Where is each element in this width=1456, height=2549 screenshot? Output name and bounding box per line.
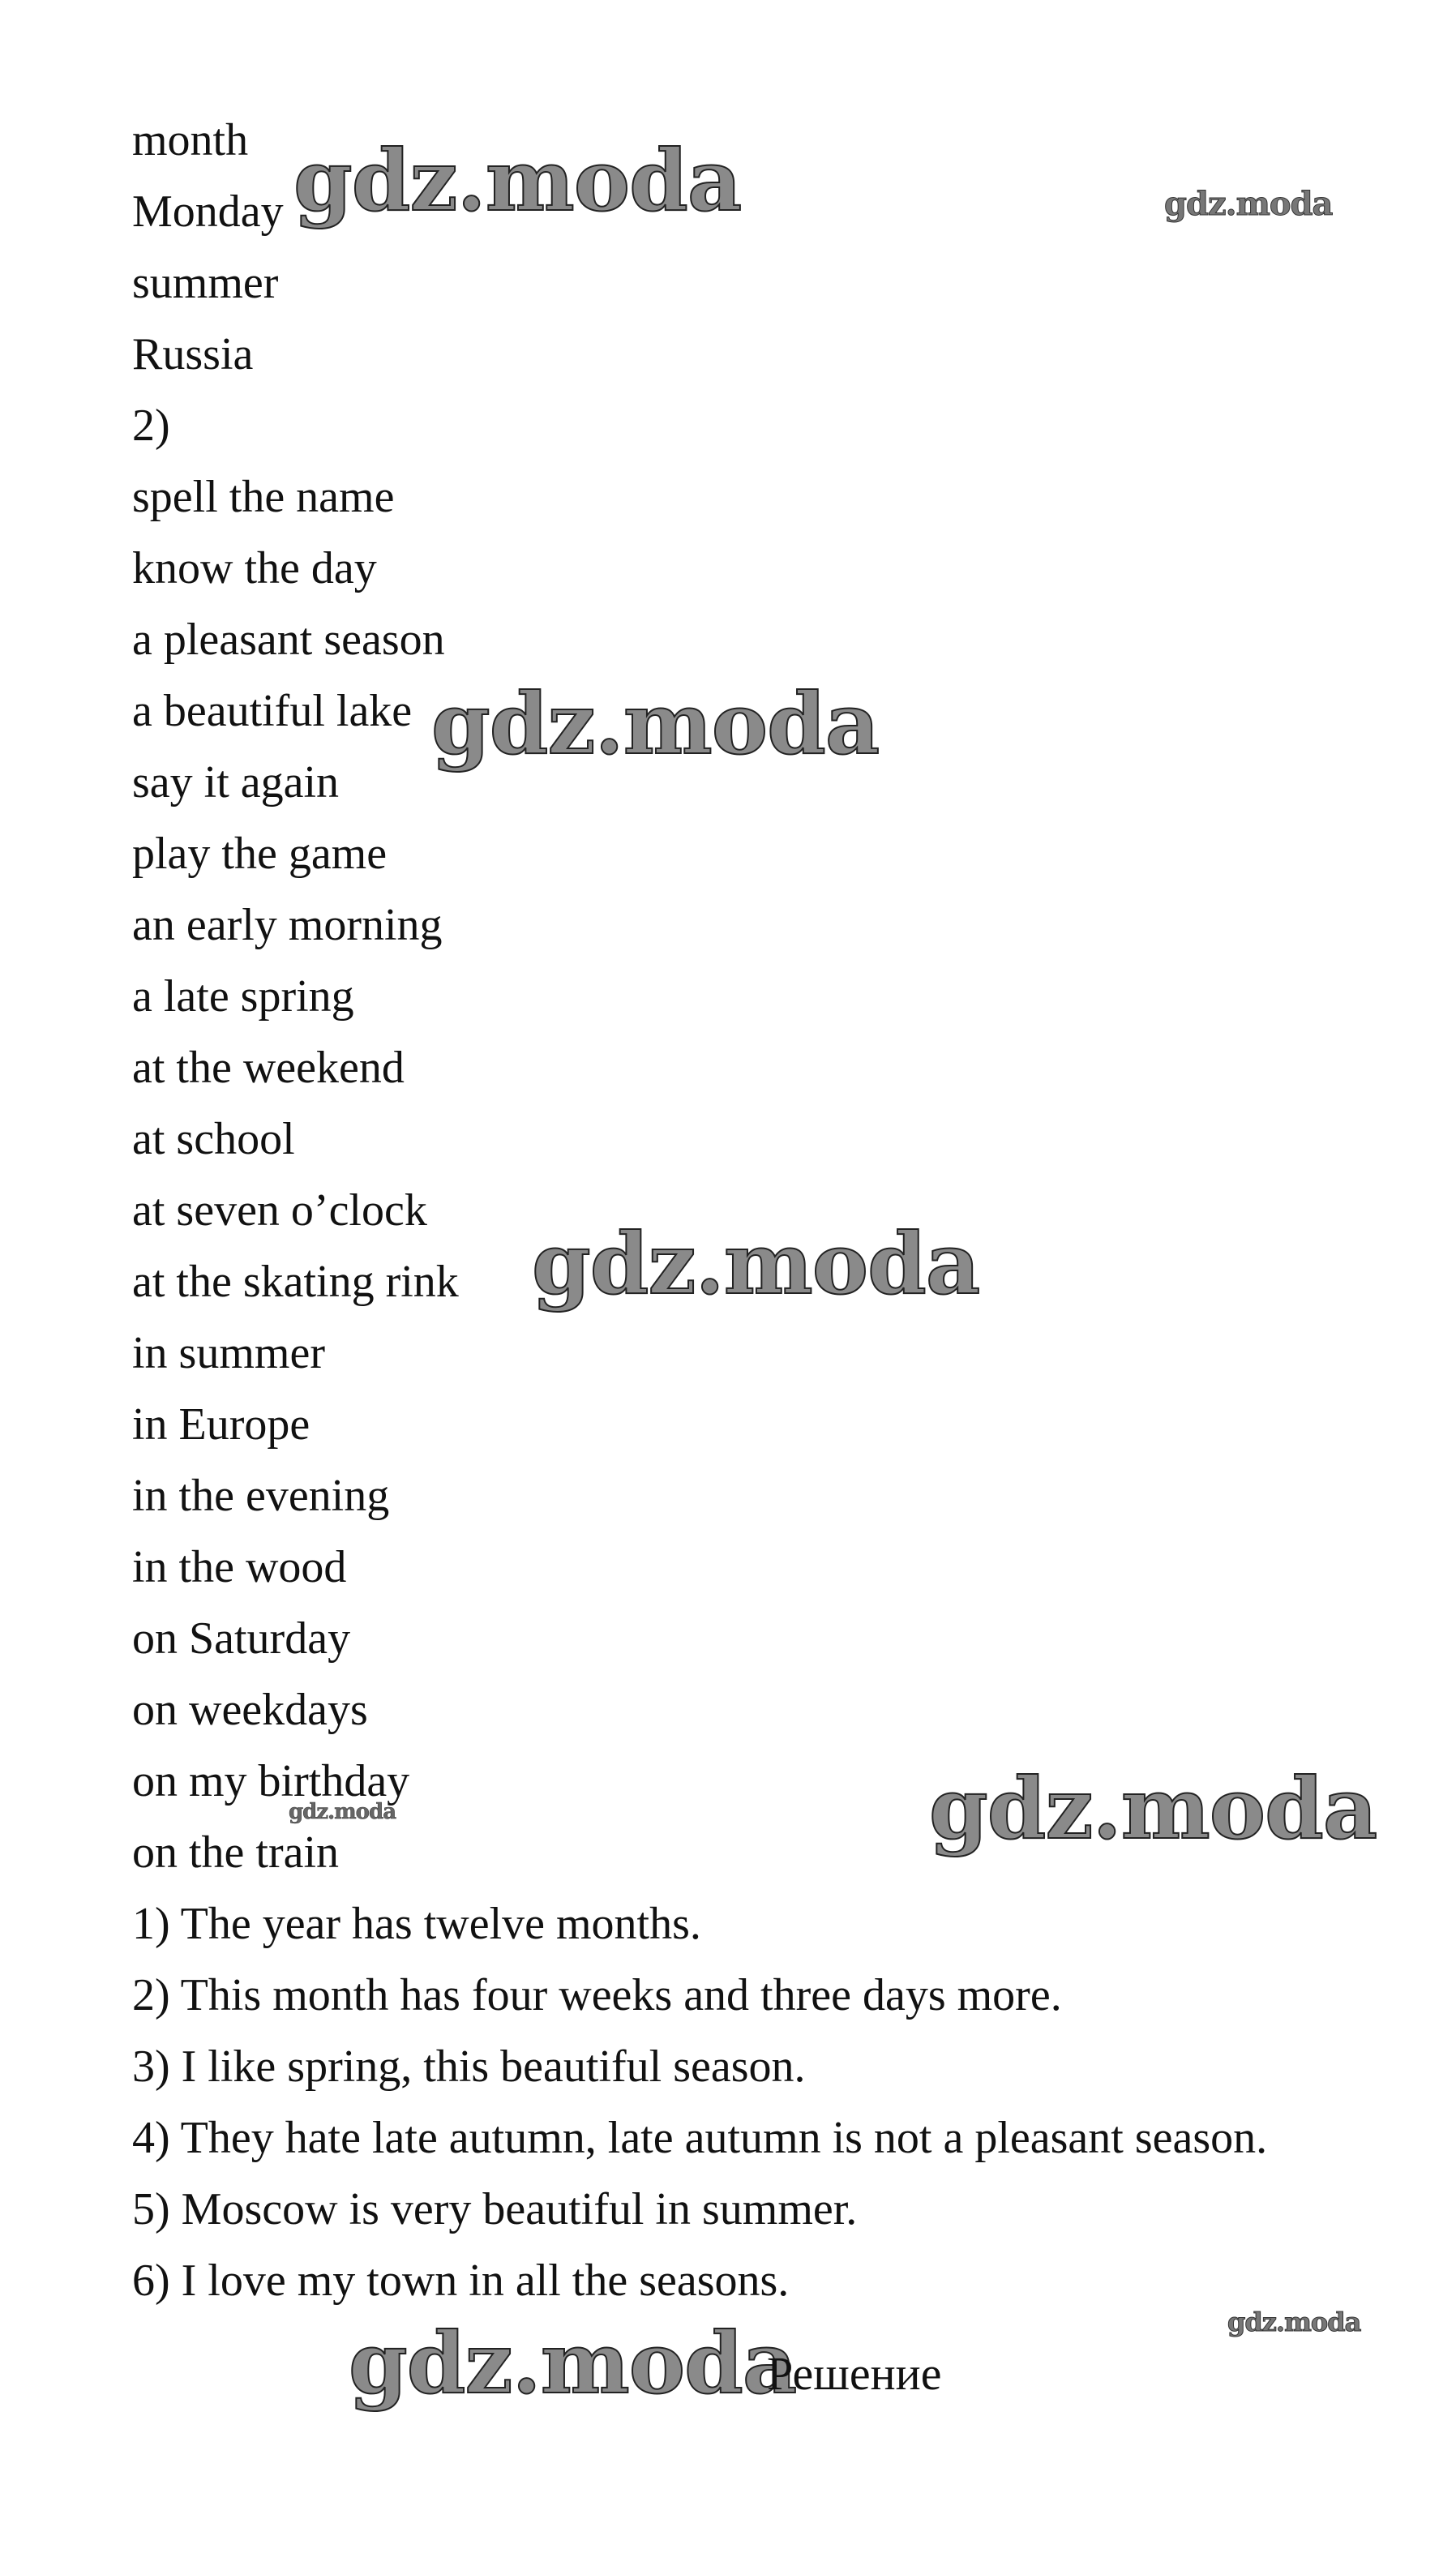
text-line: on my birthday: [132, 1756, 410, 1806]
watermark-logo: gdz.moda: [289, 1800, 396, 1824]
text-line: 6) I love my town in all the seasons.: [132, 2256, 790, 2306]
watermark-logo: gdz.moda: [349, 2313, 797, 2413]
text-line: a pleasant season: [132, 615, 445, 665]
text-line: in the wood: [132, 1542, 347, 1592]
watermark-logo: gdz.moda: [532, 1214, 980, 1313]
text-line: 2) This month has four weeks and three days more.: [132, 1970, 1062, 2020]
text-line: on weekdays: [132, 1685, 368, 1735]
watermark-logo: gdz.moda: [431, 674, 880, 773]
solution-caption: Решение: [767, 2347, 942, 2400]
text-line: in the evening: [132, 1471, 390, 1521]
text-line: Monday: [132, 186, 284, 237]
text-line: say it again: [132, 757, 340, 808]
watermark-logo: gdz.moda: [1227, 2307, 1361, 2337]
text-line: 4) They hate late autumn, late autumn is not a pleasant season.: [132, 2113, 1268, 2163]
text-line: a beautiful lake: [132, 686, 413, 736]
watermark-logo: gdz.moda: [1164, 185, 1333, 223]
watermark-logo: gdz.moda: [293, 131, 742, 230]
text-line: a late spring: [132, 971, 354, 1022]
text-line: month: [132, 115, 249, 165]
text-line: at the skating rink: [132, 1257, 459, 1307]
text-line: at school: [132, 1114, 295, 1164]
text-line: play the game: [132, 829, 388, 879]
text-line: know the day: [132, 543, 377, 593]
text-line: Russia: [132, 329, 254, 379]
text-line: 5) Moscow is very beautiful in summer.: [132, 2184, 858, 2234]
text-line: on the train: [132, 1827, 340, 1878]
text-line: on Saturday: [132, 1613, 351, 1664]
text-line: 1) The year has twelve months.: [132, 1899, 701, 1949]
text-line: at seven o’clock: [132, 1185, 427, 1236]
text-line: at the weekend: [132, 1043, 405, 1093]
text-line: an early morning: [132, 900, 443, 950]
text-line: in summer: [132, 1328, 325, 1378]
text-line: 3) I like spring, this beautiful season.: [132, 2041, 806, 2092]
text-line: 2): [132, 401, 170, 451]
text-line: summer: [132, 258, 279, 308]
text-line: in Europe: [132, 1399, 310, 1450]
watermark-logo: gdz.moda: [929, 1759, 1377, 1858]
text-line: spell the name: [132, 472, 395, 522]
